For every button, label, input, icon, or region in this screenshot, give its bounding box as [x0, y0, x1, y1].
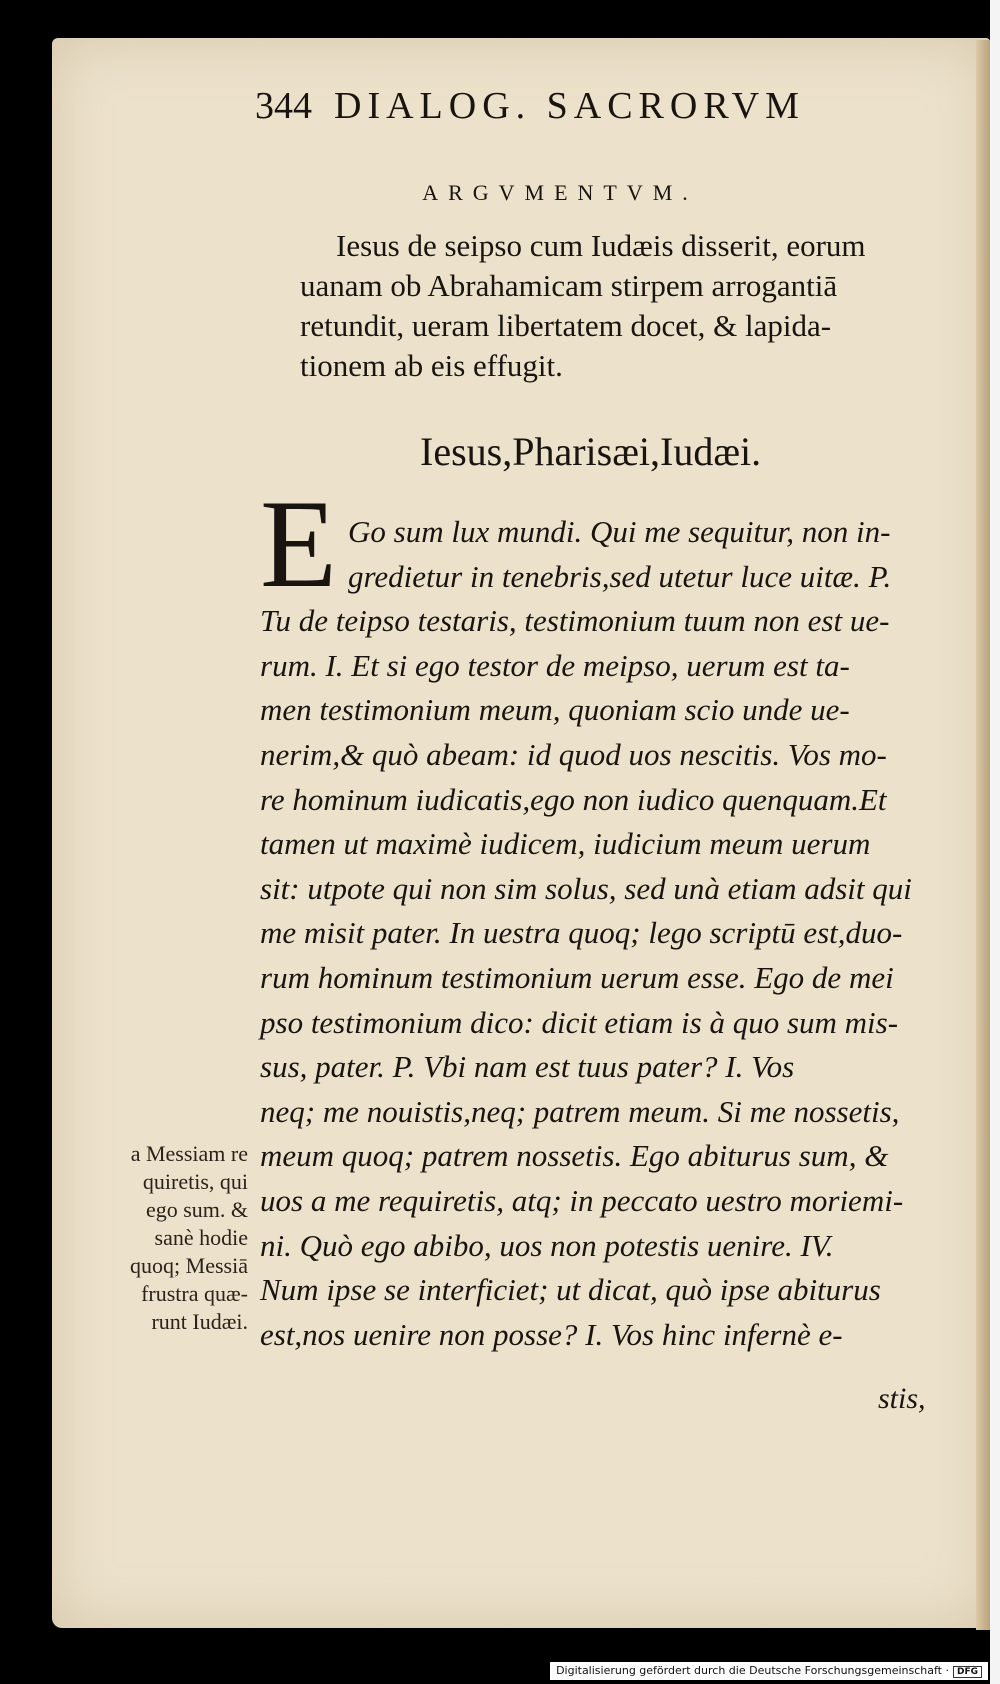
argument-line: uanam ob Abrahamicam stirpem arrogantiā: [300, 268, 838, 303]
section-title: Iesus,Pharisæi,Iudæi.: [420, 429, 762, 474]
dialogue-line: tamen ut maximè iudicem, iudicium meum uerum: [260, 826, 871, 862]
marginal-note: [68, 1140, 248, 1336]
dialogue-line: est,nos uenire non posse? I. Vos hinc infernè e-: [260, 1316, 843, 1352]
credit-text: Digitalisierung gefördert durch die Deutsche Forschungsgemeinschaft ·: [556, 1664, 949, 1677]
dialogue-line: re hominum iudicatis,ego non iudico quenquam.Et: [260, 781, 887, 817]
marginal-note-line: quoq; Messiā: [130, 1253, 248, 1278]
argument-line: tionem ab eis effugit.: [300, 348, 563, 383]
dialogue-line: men testimonium meum, quoniam scio unde ue-: [260, 692, 850, 728]
argument-text: [300, 226, 940, 386]
marginal-note-line: ego sum. &: [145, 1197, 248, 1222]
catchword: stis,: [878, 1382, 926, 1415]
dialogue-line: gredietur in tenebris,sed utetur luce uitæ. P.: [348, 558, 892, 594]
dialogue-line: Num ipse se interficiet; ut dicat, quò ipse abiturus: [260, 1272, 881, 1308]
digitization-credit: [550, 1662, 988, 1680]
page-number: 344: [255, 85, 312, 127]
argument-line: retundit, ueram libertatem docet, & lapida-: [300, 308, 832, 343]
dfg-logo: DFG: [953, 1666, 982, 1678]
dialogue-line: Go sum lux mundi. Qui me sequitur, non in-: [348, 514, 891, 549]
dialogue-line: neq; me nouistis,neq; patrem meum. Si me nossetis,: [260, 1093, 900, 1129]
argument-line: Iesus de seipso cum Iudæis disserit, eorum: [336, 228, 866, 263]
running-head: [255, 84, 935, 128]
marginal-note-line: sanè hodie: [154, 1225, 248, 1250]
running-title: DIALOG. SACRORVM: [334, 85, 805, 127]
dialogue-line: sus, pater. P. Vbi nam est tuus pater? I. Vos: [260, 1049, 795, 1085]
dialogue-line: uos a me requiretis, atq; in peccato uestro moriemi-: [260, 1182, 904, 1218]
dialogue-line: meum quoq; patrem nossetis. Ego abiturus sum, &: [260, 1138, 889, 1174]
dialogue-line: sit: utpote qui non sim solus, sed unà etiam adsit qui: [260, 870, 912, 906]
dialogue-line: nerim,& quò abeam: id quod uos nescitis. Vos mo-: [260, 736, 887, 772]
dialogue-line: pso testimonium dico: dicit etiam is à quo sum mis-: [260, 1004, 899, 1040]
marginal-note-line: quiretis, qui: [142, 1169, 248, 1194]
drop-cap: E: [260, 475, 337, 614]
dialogue-line: ni. Quò ego abibo, uos non potestis uenire. IV.: [260, 1227, 834, 1263]
dialogue-line: rum. I. Et si ego testor de meipso, uerum est ta-: [260, 647, 850, 683]
dialogue-line: me misit pater. In uestra quoq; lego scriptū est,duo-: [260, 915, 903, 951]
scan-edge: [990, 0, 1000, 1684]
binding-shadow: [0, 0, 40, 1684]
marginal-note-line: runt Iudæi.: [151, 1309, 248, 1334]
page-edge: [976, 40, 990, 1630]
dialogue-text: [260, 510, 960, 1357]
marginal-note-line: frustra quæ-: [141, 1281, 248, 1306]
marginal-note-line: a Messiam re: [130, 1141, 248, 1166]
dialogue-line: rum hominum testimonium uerum esse. Ego de mei: [260, 959, 894, 995]
argument-heading: ARGVMENTVM.: [422, 180, 698, 205]
dialogue-line: Tu de teipso testaris, testimonium tuum non est ue-: [260, 603, 890, 639]
